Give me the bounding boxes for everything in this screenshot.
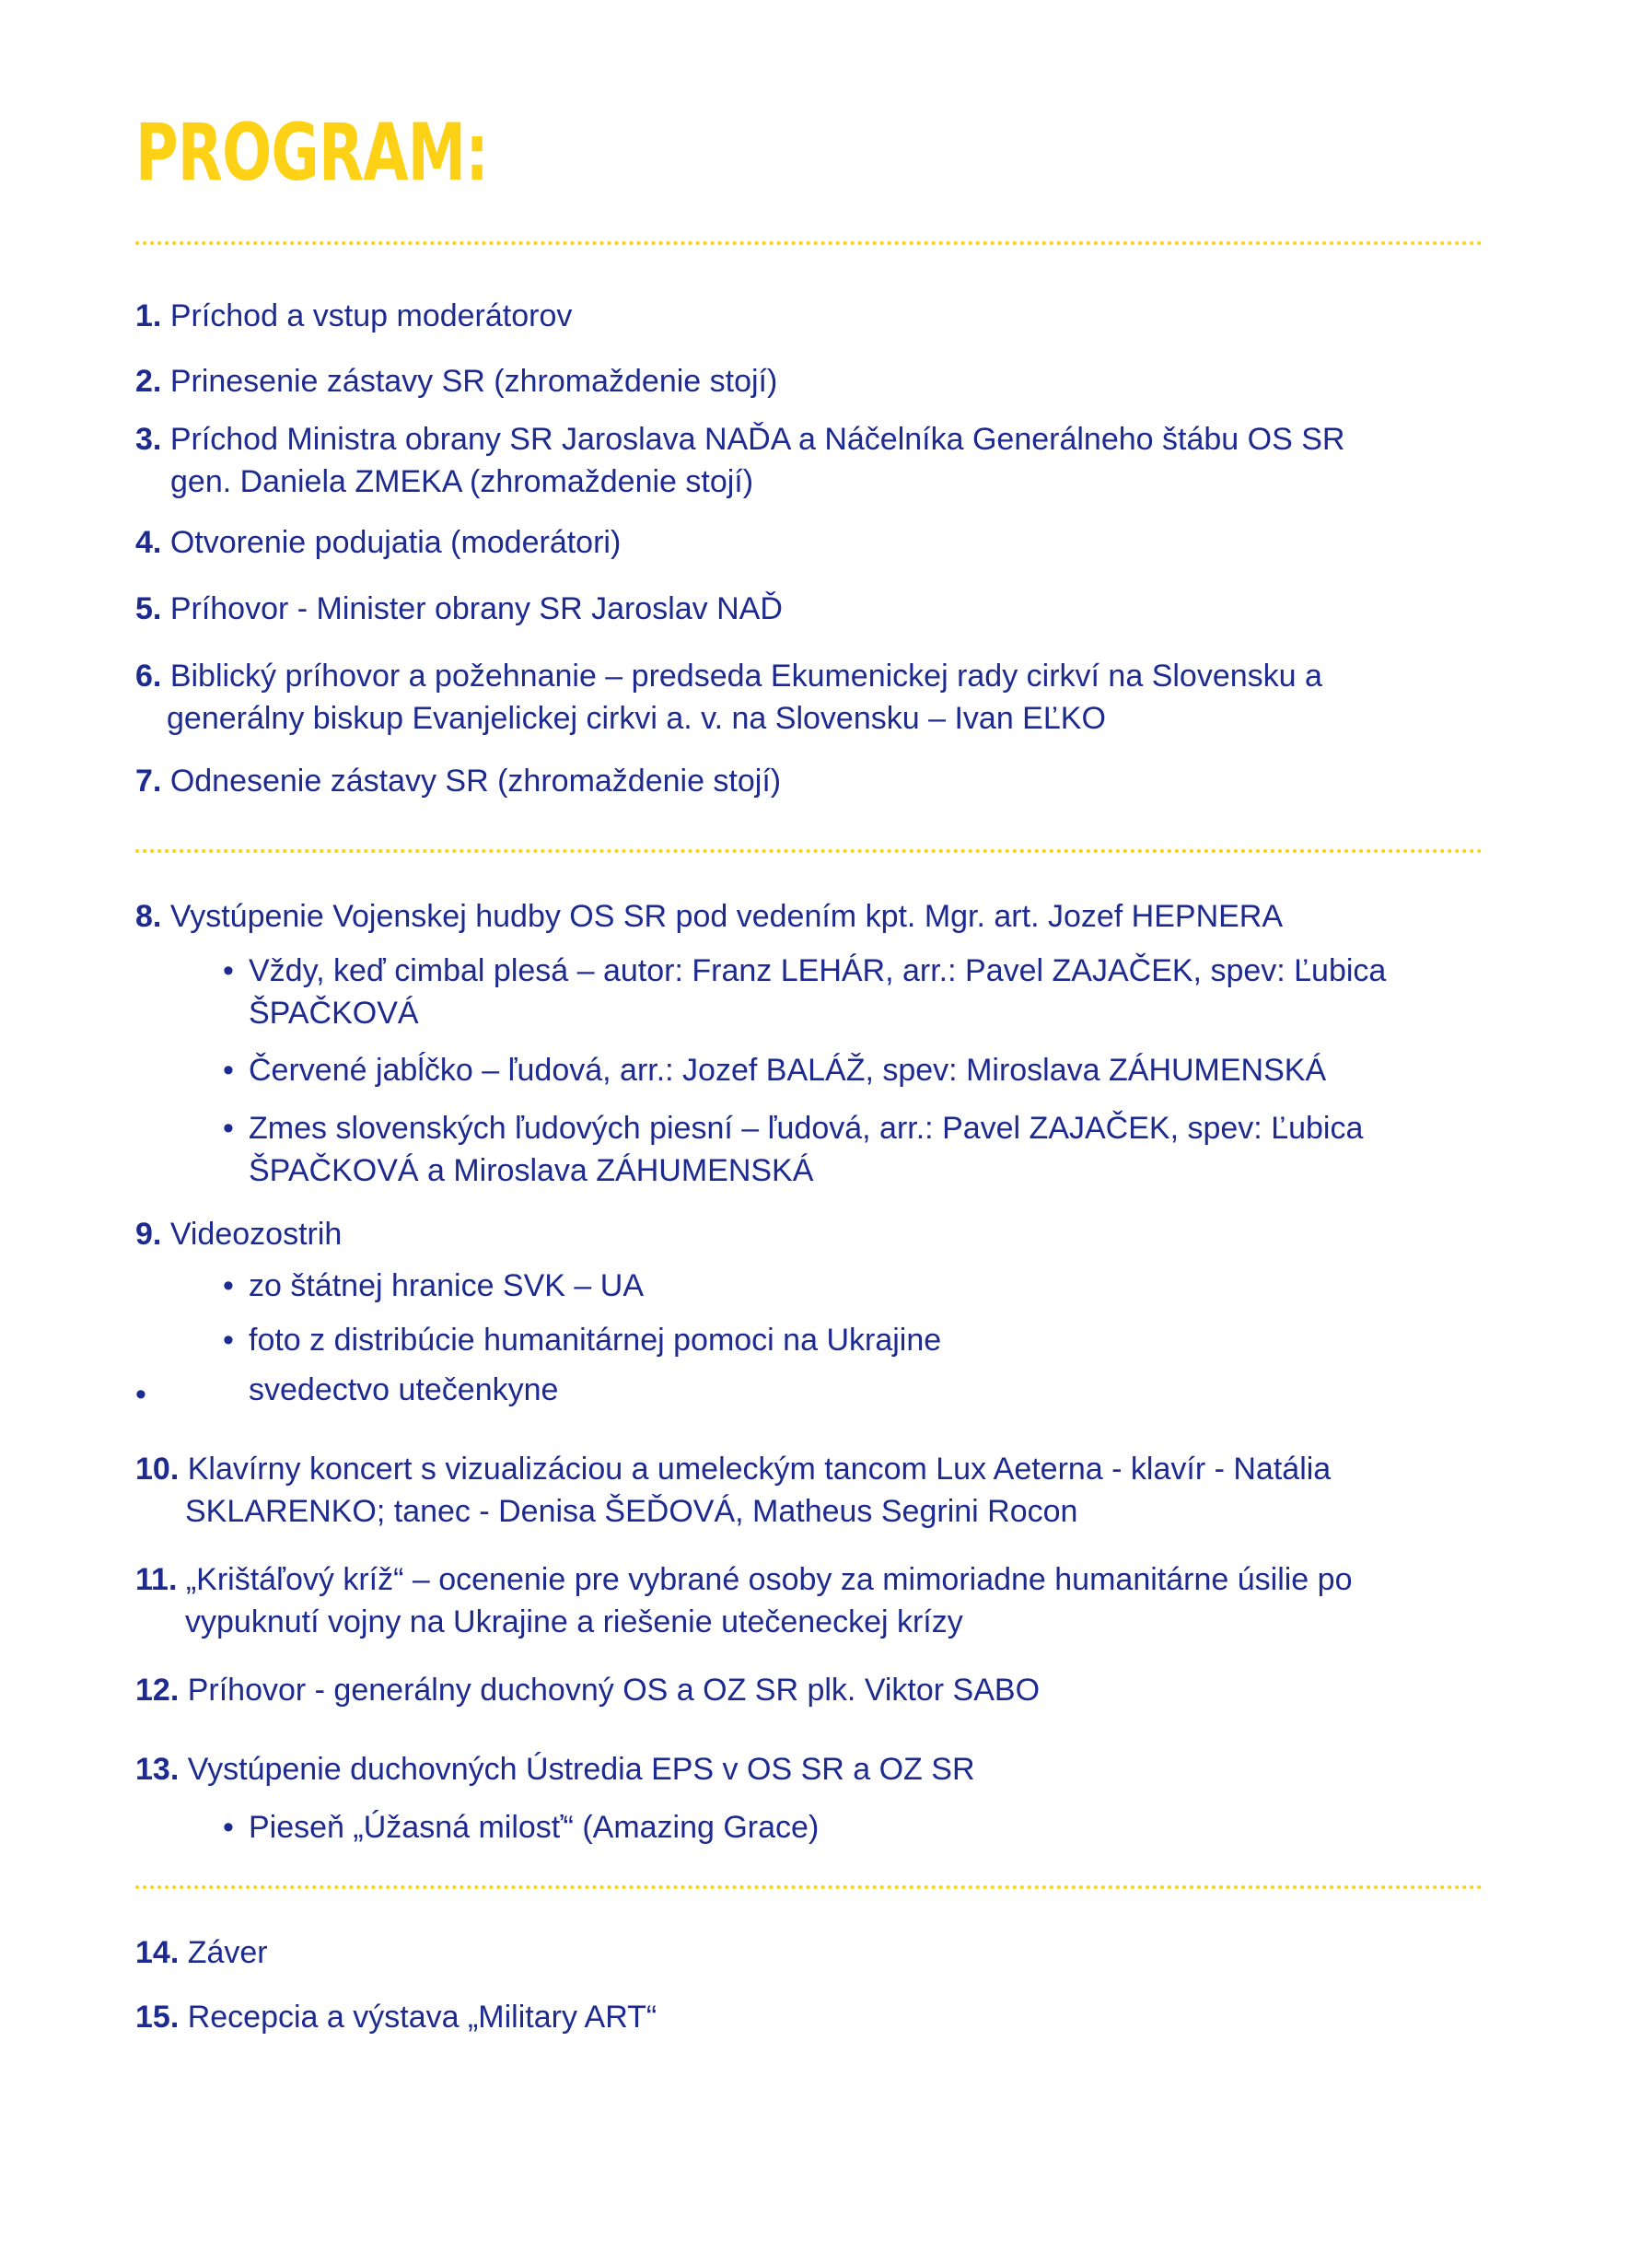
item-text: Otvorenie podujatia (moderátori) (169, 525, 622, 560)
bullet-item (223, 1319, 942, 1361)
program-item-10 (135, 1448, 1331, 1533)
bullet-text: Pieseň „Úžasná milosť“ (Amazing Grace) (249, 1810, 820, 1845)
item-number: 1. (135, 298, 162, 333)
bullet-text: foto z distribúcie humanitárnej pomoci na Ukrajine (249, 1323, 942, 1358)
item-number: 15. (135, 2000, 180, 2035)
program-item-6 (135, 655, 1322, 740)
item-text: Biblický príhovor a požehnanie – predseda Ekumenickej rady cirkví na Slovensku a (169, 659, 1322, 694)
program-item-9 (135, 1213, 342, 1255)
bullet-item (223, 1107, 1364, 1192)
program-item-8 (135, 895, 1283, 938)
program-item-12 (135, 1669, 1040, 1711)
item-text: Vystúpenie duchovných Ústredia EPS v OS SR a OZ SR (187, 1752, 975, 1787)
divider (135, 241, 1483, 245)
item-number: 9. (135, 1217, 162, 1252)
divider (135, 849, 1483, 853)
divider (135, 1885, 1483, 1889)
item-text: Záver (187, 1935, 268, 1970)
bullet-text: Zmes slovenských ľudových piesní – ľudová, arr.: Pavel ZAJAČEK, spev: Ľubica (249, 1111, 1364, 1146)
item-text: „Krištáľový kríž“ – ocenenie pre vybrané osoby za mimoriadne humanitárne úsilie po (185, 1562, 1353, 1597)
bullet-icon: • (223, 953, 234, 988)
bullet-item (223, 1806, 820, 1849)
program-item-15 (135, 1996, 657, 2038)
bullet-item (223, 1265, 645, 1307)
bullet-icon: • (223, 1268, 234, 1303)
item-text: Príchod Ministra obrany SR Jaroslava NAĎA a Náčelníka Generálneho štábu OS SR (169, 422, 1345, 457)
bullet-icon: • (135, 1377, 146, 1412)
program-item-1 (135, 295, 572, 337)
program-item-7 (135, 760, 781, 802)
item-text: Klavírny koncert s vizualizáciou a umeleckým tancom Lux Aeterna - klavír - Natália (187, 1452, 1332, 1487)
item-text: Príhovor - Minister obrany SR Jaroslav NAĎ (169, 591, 783, 626)
item-text-continued: gen. Daniela ZMEKA (zhromaždenie stojí) (170, 464, 754, 499)
item-number: 3. (135, 422, 162, 457)
page-title: PROGRAM: (135, 107, 489, 199)
bullet-icon: • (223, 1111, 234, 1146)
item-number: 4. (135, 525, 162, 560)
item-text: Prinesenie zástavy SR (zhromaždenie stojí) (169, 364, 778, 399)
item-number: 10. (135, 1452, 180, 1487)
item-text-continued: vypuknutí vojny na Ukrajine a riešenie utečeneckej krízy (185, 1604, 963, 1639)
item-number: 13. (135, 1752, 180, 1787)
program-item-3 (135, 418, 1344, 503)
item-number: 11. (135, 1562, 178, 1597)
program-item-13 (135, 1748, 975, 1791)
bullet-text-continued: ŠPAČKOVÁ (249, 996, 419, 1031)
item-number: 12. (135, 1673, 180, 1708)
item-text: Recepcia a výstava „Military ART“ (187, 2000, 657, 2035)
item-text: Vystúpenie Vojenskej hudby OS SR pod vedením kpt. Mgr. art. Jozef HEPNERA (169, 899, 1284, 934)
item-text: Príchod a vstup moderátorov (169, 298, 573, 333)
bullet-text: Vždy, keď cimbal plesá – autor: Franz LEHÁR, arr.: Pavel ZAJAČEK, spev: Ľubica (249, 953, 1387, 988)
program-item-11 (135, 1558, 1352, 1643)
bullet-text: zo štátnej hranice SVK – UA (249, 1268, 645, 1303)
program-item-5 (135, 588, 783, 630)
item-text: Videozostrih (169, 1217, 343, 1252)
program-item-14 (135, 1931, 268, 1974)
item-number: 8. (135, 899, 162, 934)
item-text: Odnesenie zástavy SR (zhromaždenie stojí) (169, 764, 782, 799)
item-number: 6. (135, 659, 162, 694)
item-text-continued: generálny biskup Evanjelickej cirkvi a. v. na Slovensku – Ivan EĽKO (167, 701, 1106, 736)
bullet-item (223, 950, 1387, 1034)
program-item-4 (135, 521, 621, 564)
program-item-2 (135, 360, 777, 402)
bullet-icon: • (223, 1323, 234, 1358)
item-number: 7. (135, 764, 162, 799)
item-number: 14. (135, 1935, 180, 1970)
item-number: 5. (135, 591, 162, 626)
item-number: 2. (135, 364, 162, 399)
bullet-icon: • (223, 1053, 234, 1088)
item-text-continued: SKLARENKO; tanec - Denisa ŠEĎOVÁ, Matheus Segrini Rocon (185, 1494, 1078, 1529)
bullet-item (223, 1049, 1327, 1091)
bullet-text: Červené jabĺčko – ľudová, arr.: Jozef BALÁŽ, spev: Miroslava ZÁHUMENSKÁ (249, 1053, 1327, 1088)
bullet-item (223, 1369, 559, 1411)
bullet-text-continued: ŠPAČKOVÁ a Miroslava ZÁHUMENSKÁ (249, 1153, 814, 1188)
bullet-icon: • (223, 1810, 234, 1845)
bullet-text: svedectvo utečenkyne (249, 1372, 559, 1407)
item-text: Príhovor - generálny duchovný OS a OZ SR plk. Viktor SABO (187, 1673, 1041, 1708)
